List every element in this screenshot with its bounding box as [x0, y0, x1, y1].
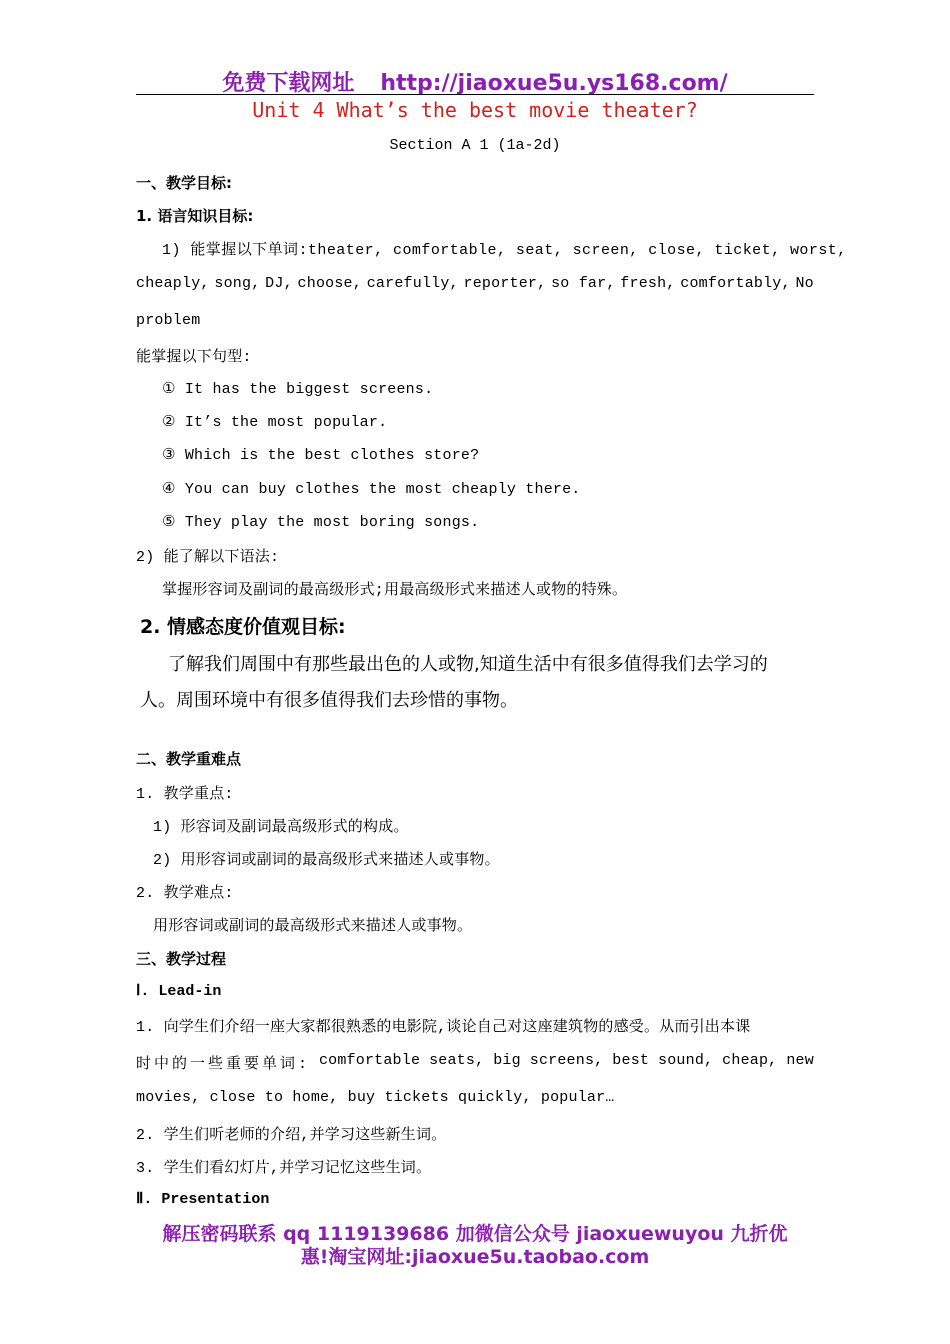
pattern-item: ② It’s the most popular.: [162, 414, 388, 431]
emotion-line-1: 了解我们周围中有那些最出色的人或物,知道生活中有很多值得我们去学习的: [168, 654, 768, 675]
vocab-word: song,: [214, 275, 261, 292]
difficult-points-label: 2. 教学难点:: [136, 885, 234, 902]
header-label: 免费下载网址: [222, 71, 355, 96]
section-1-sub-2: 2. 情感态度价值观目标:: [140, 616, 346, 638]
key-point-item: 2) 用形容词或副词的最高级形式来描述人或事物。: [153, 852, 500, 869]
step-1-line-1: 1. 向学生们介绍一座大家都很熟悉的电影院,谈论自己对这座建筑物的感受。从而引出本课: [136, 1019, 751, 1036]
step-word: sound,: [658, 1052, 714, 1069]
section-2-heading: 二、教学重难点: [136, 750, 242, 768]
vocab-word: fresh,: [620, 275, 676, 292]
vocab-word: reporter,: [463, 275, 547, 292]
pattern-item: ① It has the biggest screens.: [162, 381, 434, 398]
vocab-word: No: [795, 275, 814, 292]
header-url[interactable]: http://jiaoxue5u.ys168.com/: [380, 71, 728, 96]
key-points-label: 1. 教学重点:: [136, 786, 234, 803]
header-divider: [136, 94, 814, 95]
grammar-text: 掌握形容词及副词的最高级形式;用最高级形式来描述人或物的特殊。: [162, 582, 628, 599]
section-1-heading: 一、教学目标:: [136, 174, 232, 192]
vocab-line-1: 1) 能掌握以下单词:theater, comfortable, seat, screen, close, ticket, worst,: [162, 242, 847, 259]
section-1-sub-1: 1. 语言知识目标:: [136, 207, 254, 225]
page-header: [0, 66, 950, 97]
vocab-word: carefully,: [366, 275, 459, 292]
footer-line-1: 解压密码联系 qq 1119139686 加微信公众号 jiaoxuewuyou 九折优: [162, 1223, 788, 1245]
step-word: seats,: [429, 1052, 485, 1069]
step-word: best: [612, 1052, 650, 1069]
difficult-point-text: 用形容词或副词的最高级形式来描述人或事物。: [153, 918, 473, 935]
pattern-item: ⑤ They play the most boring songs.: [162, 514, 480, 531]
step-word: screens,: [529, 1052, 604, 1069]
document-subtitle: Section A 1 (1a-2d): [389, 137, 561, 154]
step-3: 3. 学生们看幻灯片,并学习记忆这些生词。: [136, 1160, 432, 1177]
emotion-line-2: 人。周围环境中有很多值得我们去珍惜的事物。: [140, 690, 518, 711]
footer-line-2: 惠!淘宝网址:jiaoxue5u.taobao.com: [300, 1246, 650, 1268]
vocab-word: comfortably,: [680, 275, 791, 292]
vocab-word: cheaply,: [136, 275, 210, 292]
step-2: 2. 学生们听老师的介绍,并学习这些新生词。: [136, 1127, 447, 1144]
step-word: 时中的一些重要单词:: [136, 1056, 311, 1073]
pattern-item: ③ Which is the best clothes store?: [162, 447, 480, 464]
vocab-line-2: [136, 275, 814, 292]
step-word: cheap,: [722, 1052, 778, 1069]
step-word: new: [786, 1052, 814, 1069]
vocab-word: DJ,: [265, 275, 293, 292]
patterns-label: 能掌握以下句型:: [136, 349, 252, 366]
vocab-word: so far,: [551, 275, 616, 292]
step-1-line-3: movies, close to home, buy tickets quickly, popular…: [136, 1089, 615, 1106]
section-3-heading: 三、教学过程: [136, 950, 227, 968]
grammar-label: 2) 能了解以下语法:: [136, 549, 280, 566]
lead-in-heading: Ⅰ. Lead-in: [136, 983, 222, 1000]
step-1-line-2: [136, 1052, 814, 1073]
step-word: big: [493, 1052, 521, 1069]
vocab-line-3: problem: [136, 312, 201, 329]
vocab-word: choose,: [297, 275, 362, 292]
document-title: Unit 4 What’s the best movie theater?: [252, 98, 698, 122]
key-point-item: 1) 形容词及副词最高级形式的构成。: [153, 819, 409, 836]
presentation-heading: Ⅱ. Presentation: [136, 1191, 270, 1208]
step-word: comfortable: [318, 1052, 421, 1069]
pattern-item: ④ You can buy clothes the most cheaply there.: [162, 481, 581, 498]
